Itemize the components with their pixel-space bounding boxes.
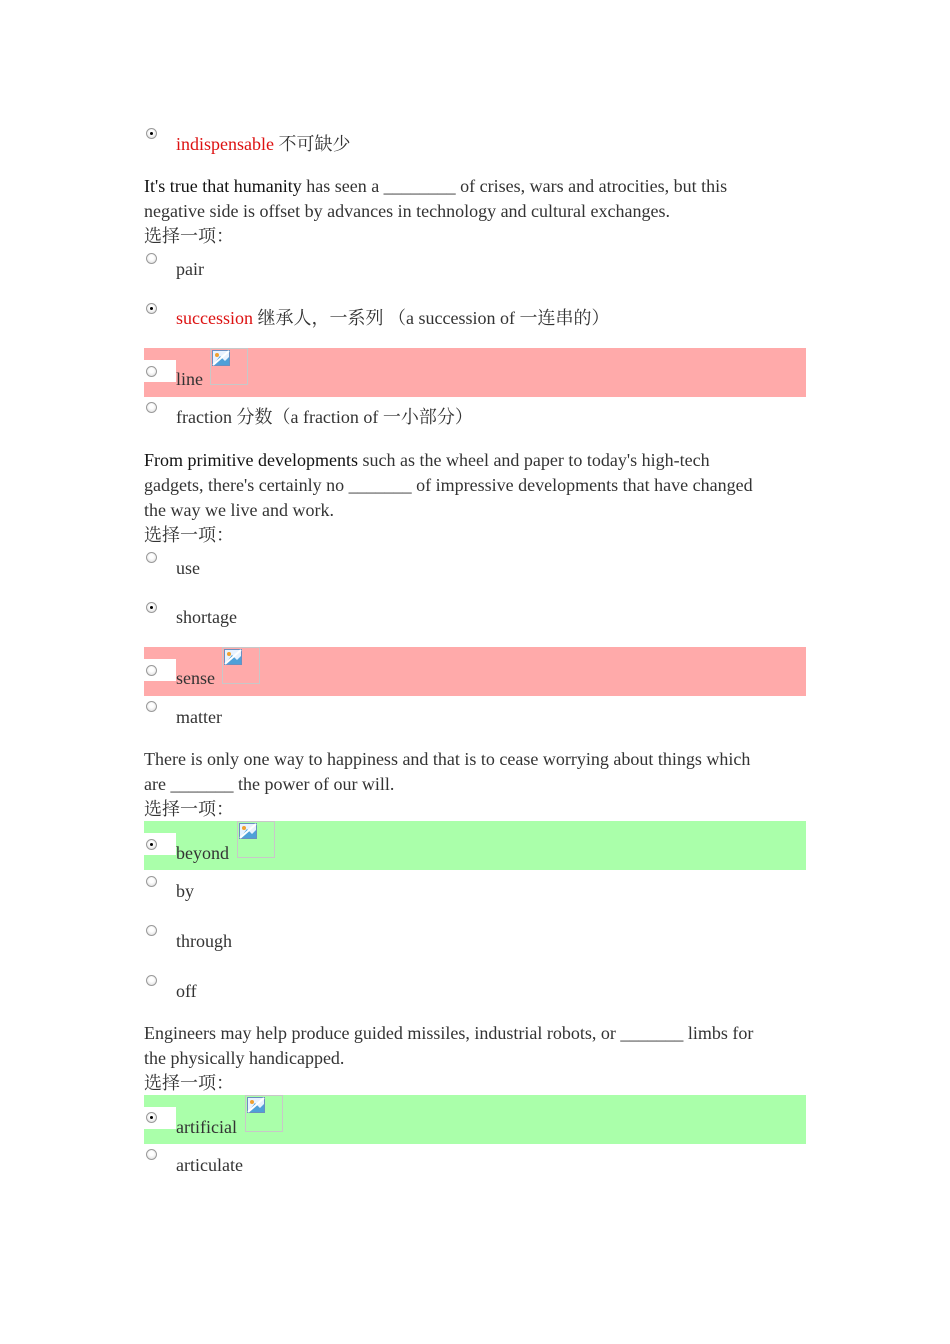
option-pair[interactable]: [144, 253, 806, 302]
radio-icon[interactable]: [146, 303, 157, 314]
option-label: fraction 分数（a fraction of 一小部分）: [176, 407, 473, 427]
prompt-label: 选择一项：: [144, 226, 234, 246]
broken-image-icon: [237, 821, 275, 858]
option-off[interactable]: [144, 975, 806, 1024]
option-matter[interactable]: [144, 701, 806, 750]
broken-image-icon: [245, 1095, 283, 1132]
option-label: by: [176, 881, 194, 901]
option-fraction[interactable]: [144, 402, 806, 451]
option-label: sense: [176, 668, 215, 688]
broken-image-icon: [210, 348, 248, 385]
option-through[interactable]: [144, 925, 806, 974]
question-2: [144, 448, 806, 523]
radio-icon[interactable]: [146, 253, 157, 264]
option-label: use: [176, 558, 200, 578]
question-4: [144, 1021, 806, 1071]
option-use[interactable]: [144, 552, 806, 601]
radio-icon[interactable]: [146, 925, 157, 936]
question-text: It's true that humanity has seen a ________ of crises, wars and atrocities, but this negative side is offset by advances in technology and cultural exchanges.: [144, 176, 728, 221]
question-1: [144, 174, 806, 224]
radio-icon[interactable]: [146, 701, 157, 712]
prompt-label: 选择一项：: [144, 525, 234, 545]
option-label: indispensable 不可缺少: [176, 134, 351, 154]
option-label: succession 继承人，一系列 （a succession of 一连串的）: [176, 308, 610, 328]
option-by[interactable]: [144, 876, 806, 925]
radio-icon[interactable]: [146, 975, 157, 986]
option-label: beyond: [176, 843, 229, 863]
option-beyond-correct[interactable]: [144, 821, 806, 870]
option-shortage[interactable]: [144, 602, 806, 651]
option-label: artificial: [176, 1117, 237, 1137]
radio-icon[interactable]: [146, 602, 157, 613]
radio-icon[interactable]: [146, 402, 157, 413]
option-sense-wrong[interactable]: [144, 647, 806, 696]
option-label: through: [176, 931, 232, 951]
radio-icon[interactable]: [146, 366, 157, 377]
radio-icon[interactable]: [146, 876, 157, 887]
option-label: line: [176, 369, 203, 389]
option-articulate[interactable]: [144, 1149, 806, 1198]
question-text: There is only one way to happiness and that is to cease worrying about things which are _______ the power of our will.: [144, 749, 751, 794]
radio-icon[interactable]: [146, 552, 157, 563]
question-text: From primitive developments such as the wheel and paper to today's high-tech gadgets, there's certainly no _______ of impressive developments that have changed the way we live and work.: [144, 450, 753, 520]
radio-icon[interactable]: [146, 1149, 157, 1160]
question-3: [144, 747, 806, 797]
option-label: shortage: [176, 607, 237, 627]
option-succession[interactable]: [144, 303, 806, 352]
option-label: pair: [176, 259, 204, 279]
radio-icon[interactable]: [146, 839, 157, 850]
question-text: Engineers may help produce guided missiles, industrial robots, or _______ limbs for the physically handicapped.: [144, 1023, 754, 1068]
radio-icon[interactable]: [146, 128, 157, 139]
option-artificial-correct[interactable]: [144, 1095, 806, 1144]
option-indispensable[interactable]: [144, 128, 806, 177]
option-line-wrong[interactable]: [144, 348, 806, 397]
radio-icon[interactable]: [146, 665, 157, 676]
prompt-label: 选择一项：: [144, 1073, 234, 1093]
prompt-label: 选择一项：: [144, 799, 234, 819]
option-label: matter: [176, 707, 222, 727]
broken-image-icon: [222, 647, 260, 684]
radio-icon[interactable]: [146, 1112, 157, 1123]
option-label: off: [176, 981, 197, 1001]
option-label: articulate: [176, 1155, 243, 1175]
